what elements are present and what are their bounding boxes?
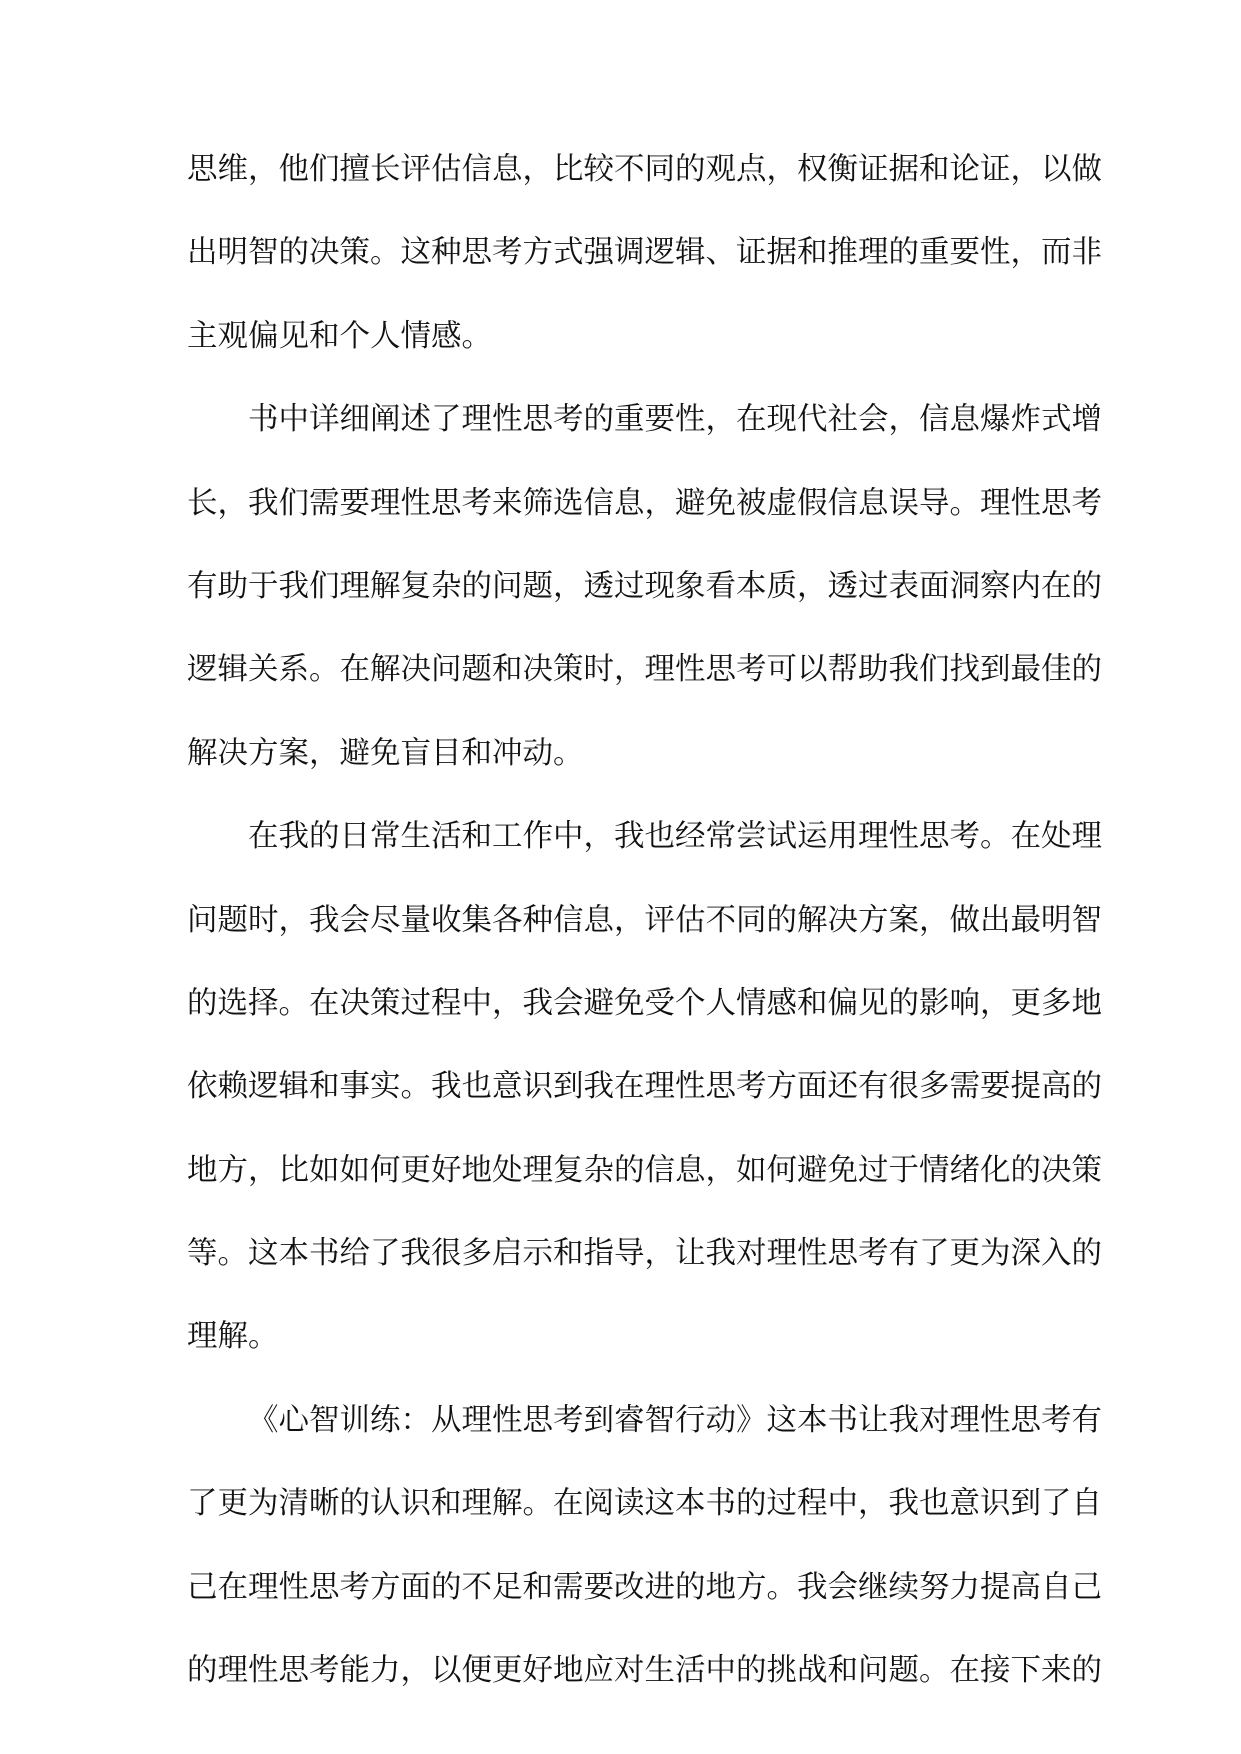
text-line: 问题时，我会尽量收集各种信息，评估不同的解决方案，做出最明智 <box>187 902 1102 938</box>
text-line: 思维，他们擅长评估信息，比较不同的观点，权衡证据和论证，以做 <box>187 152 1102 187</box>
paragraph <box>187 378 1102 795</box>
text-line: 理解。 <box>187 1319 279 1355</box>
paragraph <box>187 1379 1102 1713</box>
text-line: 《心智训练：从理性思考到睿智行动》这本书让我对理性思考有 <box>248 1402 1102 1438</box>
text-line: 地方，比如如何更好地处理复杂的信息，如何避免过于情绪化的决策 <box>187 1152 1102 1188</box>
text-line: 的理性思考能力，以便更好地应对生活中的挑战和问题。在接下来的 <box>187 1653 1102 1689</box>
text-line: 书中详细阐述了理性思考的重要性，在现代社会，信息爆炸式增 <box>248 402 1102 438</box>
text-line: 主观偏见和个人情感。 <box>187 318 492 354</box>
text-line: 长，我们需要理性思考来筛选信息，避免被虚假信息误导。理性思考 <box>187 485 1102 521</box>
text-line: 在我的日常生活和工作中，我也经常尝试运用理性思考。在处理 <box>248 819 1102 855</box>
body-text <box>187 128 1102 1712</box>
text-line: 逻辑关系。在解决问题和决策时，理性思考可以帮助我们找到最佳的 <box>187 652 1102 688</box>
text-line: 出明智的决策。这种思考方式强调逻辑、证据和推理的重要性，而非 <box>187 235 1102 271</box>
paragraph <box>187 795 1102 1379</box>
paragraph <box>187 128 1102 378</box>
text-line: 解决方案，避免盲目和冲动。 <box>187 735 584 771</box>
text-line: 有助于我们理解复杂的问题，透过现象看本质，透过表面洞察内在的 <box>187 568 1102 604</box>
text-line: 依赖逻辑和事实。我也意识到我在理性思考方面还有很多需要提高的 <box>187 1069 1102 1105</box>
text-line: 己在理性思考方面的不足和需要改进的地方。我会继续努力提高自己 <box>187 1569 1102 1605</box>
text-line: 了更为清晰的认识和理解。在阅读这本书的过程中，我也意识到了自 <box>187 1486 1102 1522</box>
text-line: 的选择。在决策过程中，我会避免受个人情感和偏见的影响，更多地 <box>187 985 1102 1021</box>
text-line: 等。这本书给了我很多启示和指导，让我对理性思考有了更为深入的 <box>187 1236 1102 1272</box>
